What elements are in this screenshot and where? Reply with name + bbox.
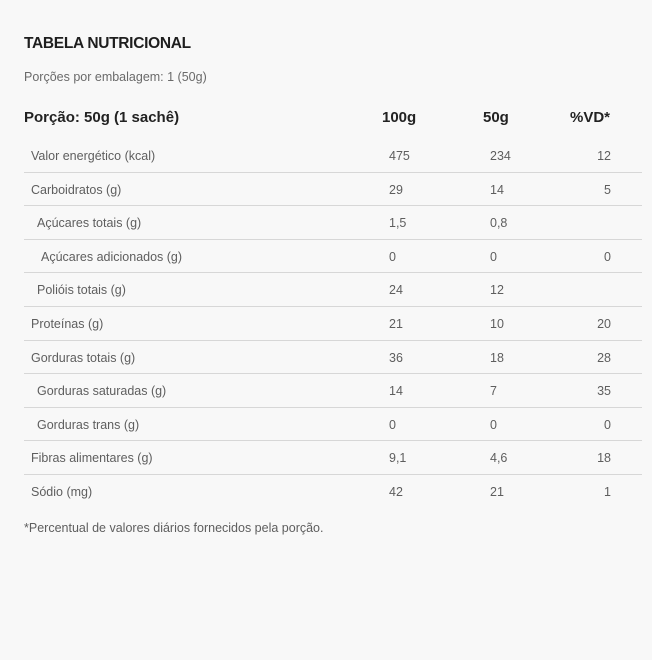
row-value-50g: 234 — [490, 149, 511, 163]
footnote: *Percentual de valores diários fornecidos pela porção. — [24, 521, 324, 535]
row-value-50g: 12 — [490, 283, 504, 298]
row-value-50g: 14 — [490, 182, 504, 197]
row-value-50g: 18 — [490, 350, 504, 365]
row-value-100g: 21 — [389, 316, 403, 331]
table-row — [24, 307, 642, 341]
row-value-100g: 9,1 — [389, 451, 407, 466]
row-value-100g: 0 — [389, 249, 396, 264]
row-value-100g: 14 — [389, 384, 403, 399]
row-value-50g: 10 — [490, 316, 504, 331]
servings-per-package: Porções por embalagem: 1 (50g) — [24, 70, 207, 84]
table-row — [24, 475, 642, 508]
row-label: Gorduras trans (g) — [37, 417, 140, 432]
table-row — [24, 273, 642, 307]
row-label: Açúcares adicionados (g) — [41, 249, 183, 264]
row-value-100g: 24 — [389, 283, 403, 298]
row-value-100g: 29 — [389, 182, 403, 197]
row-value-vd: 0 — [604, 417, 611, 432]
table-row — [24, 139, 642, 173]
row-value-100g: 36 — [389, 350, 403, 365]
table-row — [24, 441, 642, 475]
row-value-vd: 35 — [597, 384, 611, 399]
table-row — [24, 341, 642, 375]
table-row — [24, 240, 642, 274]
row-value-vd: 18 — [597, 451, 611, 466]
row-label: Proteínas (g) — [31, 316, 104, 331]
row-value-vd: 20 — [597, 316, 611, 331]
table-row — [24, 206, 642, 240]
row-label: Carboidratos (g) — [31, 182, 122, 197]
header-vd: %VD* — [570, 109, 611, 126]
row-label: Fibras alimentares (g) — [31, 451, 153, 466]
row-value-vd: 12 — [597, 149, 611, 163]
row-value-vd: 28 — [597, 350, 611, 365]
row-label: Valor energético (kcal) — [31, 149, 156, 163]
page-title: TABELA NUTRICIONAL — [24, 35, 191, 52]
row-value-100g: 1,5 — [389, 216, 407, 231]
row-value-50g: 0 — [490, 249, 497, 264]
row-value-50g: 0,8 — [490, 216, 508, 231]
row-value-50g: 4,6 — [490, 451, 508, 466]
row-label: Sódio (mg) — [31, 484, 93, 499]
table-row — [24, 173, 642, 207]
header-100g: 100g — [382, 109, 417, 126]
row-value-50g: 0 — [490, 417, 497, 432]
header-portion: Porção: 50g (1 sachê) — [24, 109, 180, 126]
row-value-100g: 42 — [389, 484, 403, 499]
header-50g: 50g — [483, 109, 509, 126]
row-label: Gorduras totais (g) — [31, 350, 136, 365]
row-value-vd: 0 — [604, 249, 611, 264]
row-value-50g: 7 — [490, 384, 497, 399]
row-value-50g: 21 — [490, 484, 504, 499]
row-label: Polióis totais (g) — [37, 283, 126, 298]
nutrition-table — [24, 139, 642, 508]
row-value-100g: 0 — [389, 417, 396, 432]
table-header — [24, 109, 642, 129]
row-value-vd: 5 — [604, 182, 611, 197]
row-value-100g: 475 — [389, 149, 410, 163]
row-label: Açúcares totais (g) — [37, 216, 142, 231]
table-row — [24, 408, 642, 442]
row-label: Gorduras saturadas (g) — [37, 384, 167, 399]
row-value-vd: 1 — [604, 484, 611, 499]
table-row — [24, 374, 642, 408]
